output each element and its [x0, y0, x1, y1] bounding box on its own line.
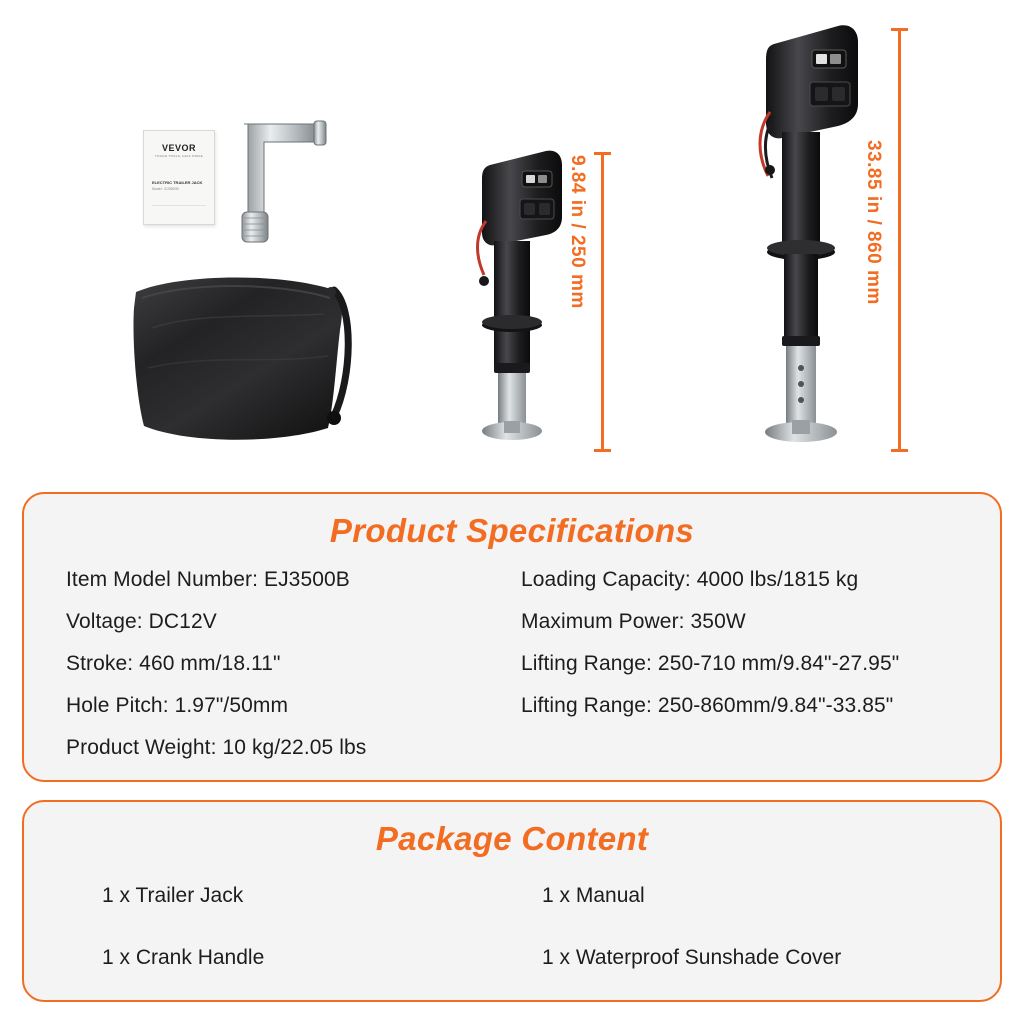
dimension-cap-top [891, 28, 908, 31]
package-item-trailer-jack: 1 x Trailer Jack [102, 884, 244, 907]
dimension-cap-top [594, 152, 611, 155]
spec-item-model: Item Model Number: EJ3500B [66, 568, 350, 591]
dimension-bar [601, 152, 604, 452]
manual-brand-text: VEVOR [161, 143, 196, 153]
spec-item-lifting-range-1: Lifting Range: 250-710 mm/9.84"-27.95" [521, 652, 900, 675]
package-item-crank-handle: 1 x Crank Handle [102, 946, 265, 969]
spec-item-lifting-range-2: Lifting Range: 250-860mm/9.84"-33.85" [521, 694, 894, 717]
manual-title-text: ELECTRIC TRAILER JACK [152, 180, 203, 185]
dimension-cap-bottom [594, 449, 611, 452]
sunshade-cover-image [128, 268, 353, 448]
spec-item-loading-capacity: Loading Capacity: 4000 lbs/1815 kg [521, 568, 859, 591]
spec-item-product-weight: Product Weight: 10 kg/22.05 lbs [66, 736, 367, 759]
dimension-label-retracted: 9.84 in / 250 mm [567, 155, 588, 309]
spec-item-hole-pitch: Hole Pitch: 1.97"/50mm [66, 694, 289, 717]
spec-item-voltage: Voltage: DC12V [66, 610, 217, 633]
product-image-area [0, 0, 1024, 490]
manual-booklet-image [143, 130, 215, 225]
dimension-bar [898, 28, 901, 452]
dimension-cap-bottom [891, 449, 908, 452]
package-item-sunshade-cover: 1 x Waterproof Sunshade Cover [542, 946, 842, 969]
product-specifications-panel [22, 492, 1002, 782]
spec-item-maximum-power: Maximum Power: 350W [521, 610, 746, 633]
spec-item-stroke: Stroke: 460 mm/18.11" [66, 652, 281, 675]
package-item-manual: 1 x Manual [542, 884, 645, 907]
package-content-grid [24, 884, 1000, 970]
manual-brand-subtext: TOUGH TOOLS, HALF PRICE [155, 154, 203, 158]
package-content-panel [22, 800, 1002, 1002]
crank-handle-image [238, 112, 348, 247]
specifications-title: Product Specifications [329, 512, 695, 549]
specifications-grid [24, 568, 1000, 760]
package-content-title: Package Content [375, 820, 649, 857]
dimension-label-extended: 33.85 in / 860 mm [863, 140, 884, 305]
manual-model-text: Model : EJ3500B [152, 187, 179, 191]
manual-rule [152, 205, 206, 206]
